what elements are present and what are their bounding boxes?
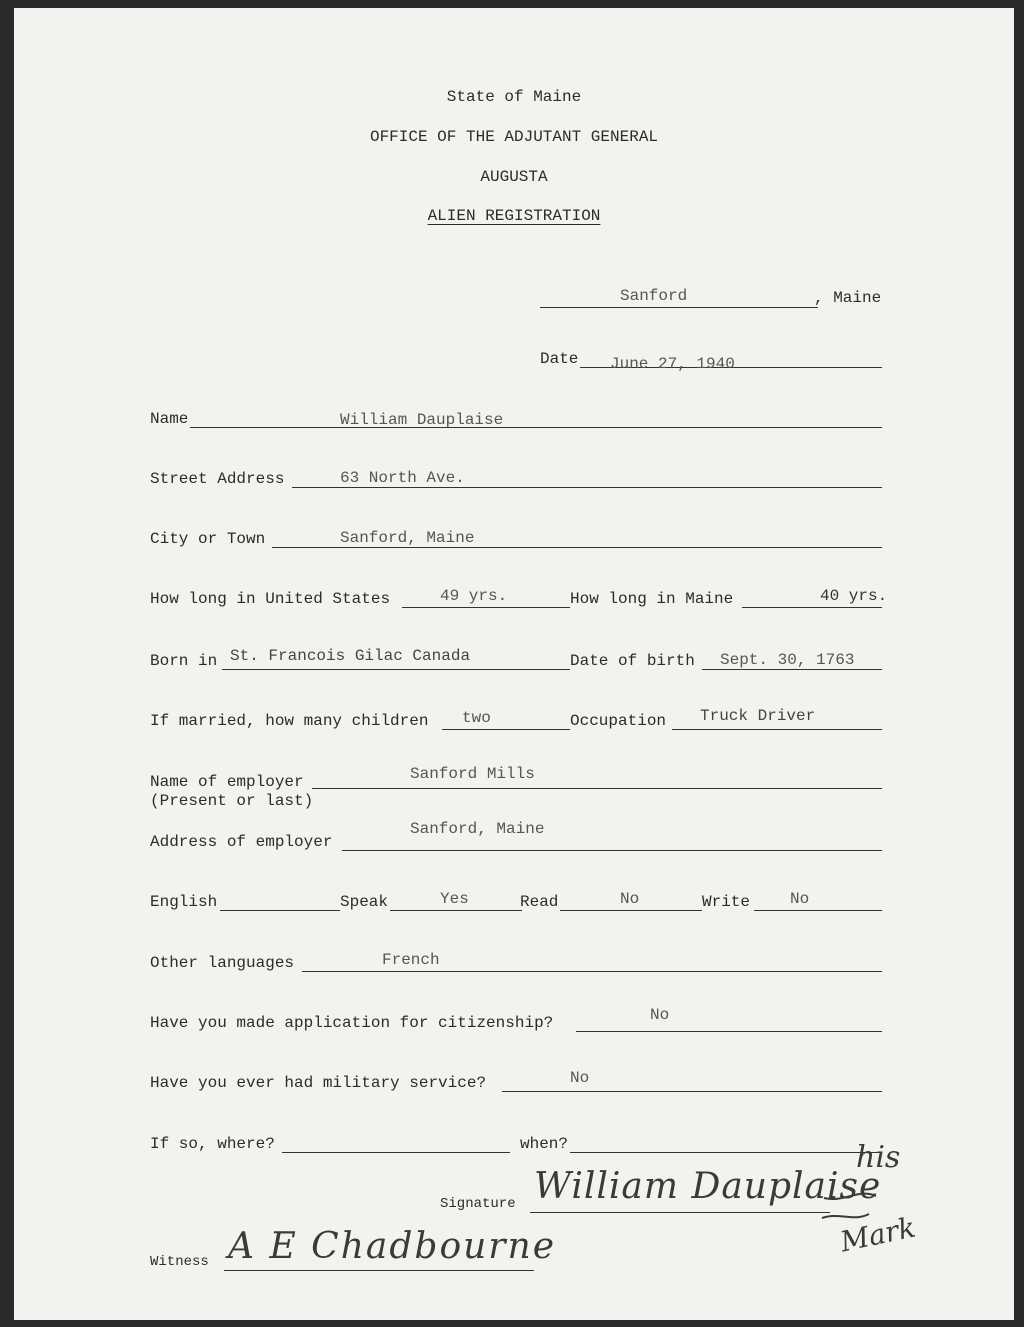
street-value: 63 North Ave. bbox=[340, 469, 465, 487]
other-languages-line bbox=[302, 971, 882, 972]
occupation-line bbox=[672, 729, 882, 730]
signature-x-mark bbox=[814, 1178, 884, 1238]
date-label: Date bbox=[540, 350, 579, 368]
military-label: Have you ever had military service? bbox=[150, 1074, 487, 1092]
employer-value: Sanford Mills bbox=[410, 765, 535, 783]
street-label: Street Address bbox=[150, 470, 285, 488]
signature-his: his bbox=[856, 1140, 901, 1175]
us-years-line bbox=[402, 607, 570, 608]
employer-address-value: Sanford, Maine bbox=[410, 820, 545, 838]
name-value: William Dauplaise bbox=[340, 411, 504, 429]
employer-label: Name of employer bbox=[150, 773, 304, 791]
maine-years-value: 40 yrs. bbox=[820, 587, 888, 605]
maine-years-label: How long in Maine bbox=[570, 590, 734, 608]
dob-value: Sept. 30, 1763 bbox=[720, 651, 855, 669]
signature-mark: Mark bbox=[837, 1210, 919, 1259]
when-line bbox=[570, 1152, 882, 1153]
maine-years-line bbox=[742, 607, 882, 608]
dob-label: Date of birth bbox=[570, 652, 695, 670]
witness-label: Witness bbox=[150, 1254, 209, 1270]
dob-line bbox=[702, 669, 882, 670]
where-label: If so, where? bbox=[150, 1135, 275, 1153]
children-value: two bbox=[462, 709, 491, 727]
children-label: If married, how many children bbox=[150, 712, 429, 730]
citizenship-value: No bbox=[650, 1006, 670, 1024]
citizenship-line bbox=[576, 1031, 882, 1032]
english-line bbox=[220, 910, 340, 911]
office-heading: OFFICE OF THE ADJUTANT GENERAL bbox=[369, 128, 659, 146]
us-years-label: How long in United States bbox=[150, 590, 391, 608]
citizenship-label: Have you made application for citizenship? bbox=[150, 1014, 554, 1032]
city-heading: AUGUSTA bbox=[480, 168, 548, 186]
place-state: , Maine bbox=[814, 289, 882, 307]
write-label: Write bbox=[702, 893, 751, 911]
read-line bbox=[560, 910, 702, 911]
state-heading: State of Maine bbox=[446, 88, 582, 106]
when-label: when? bbox=[520, 1135, 569, 1153]
name-line bbox=[190, 427, 882, 428]
place-town: Sanford bbox=[620, 287, 688, 305]
signature-line bbox=[530, 1212, 830, 1213]
date-value: June 27, 1940 bbox=[610, 355, 735, 373]
city-value: Sanford, Maine bbox=[340, 529, 475, 547]
military-value: No bbox=[570, 1069, 590, 1087]
city-label: City or Town bbox=[150, 530, 266, 548]
signature-label: Signature bbox=[440, 1196, 516, 1212]
speak-value: Yes bbox=[440, 890, 469, 908]
children-line bbox=[442, 729, 570, 730]
speak-label: Speak bbox=[340, 893, 389, 911]
employer-sublabel: (Present or last) bbox=[150, 792, 314, 810]
speak-line bbox=[390, 910, 522, 911]
name-label: Name bbox=[150, 410, 189, 428]
signature-handwriting: William Dauplaise bbox=[534, 1166, 882, 1207]
where-line bbox=[282, 1152, 510, 1153]
other-languages-value: French bbox=[382, 951, 440, 969]
employer-address-line bbox=[342, 850, 882, 851]
occupation-label: Occupation bbox=[570, 712, 667, 730]
born-line bbox=[222, 669, 570, 670]
write-line bbox=[754, 910, 882, 911]
place-line bbox=[540, 307, 818, 308]
form-title: ALIEN REGISTRATION bbox=[427, 207, 601, 225]
witness-handwriting: A E Chadbourne bbox=[228, 1226, 557, 1267]
other-languages-label: Other languages bbox=[150, 954, 295, 972]
employer-address-label: Address of employer bbox=[150, 833, 333, 851]
read-label: Read bbox=[520, 893, 559, 911]
read-value: No bbox=[620, 890, 640, 908]
born-value: St. Francois Gilac Canada bbox=[230, 647, 471, 665]
english-label: English bbox=[150, 893, 218, 911]
witness-line bbox=[224, 1270, 534, 1271]
street-line bbox=[292, 487, 882, 488]
occupation-value: Truck Driver bbox=[700, 707, 816, 725]
city-line bbox=[272, 547, 882, 548]
write-value: No bbox=[790, 890, 810, 908]
born-label: Born in bbox=[150, 652, 218, 670]
registration-form bbox=[14, 8, 1014, 1320]
employer-line bbox=[312, 788, 882, 789]
us-years-value: 49 yrs. bbox=[440, 587, 508, 605]
military-line bbox=[502, 1091, 882, 1092]
